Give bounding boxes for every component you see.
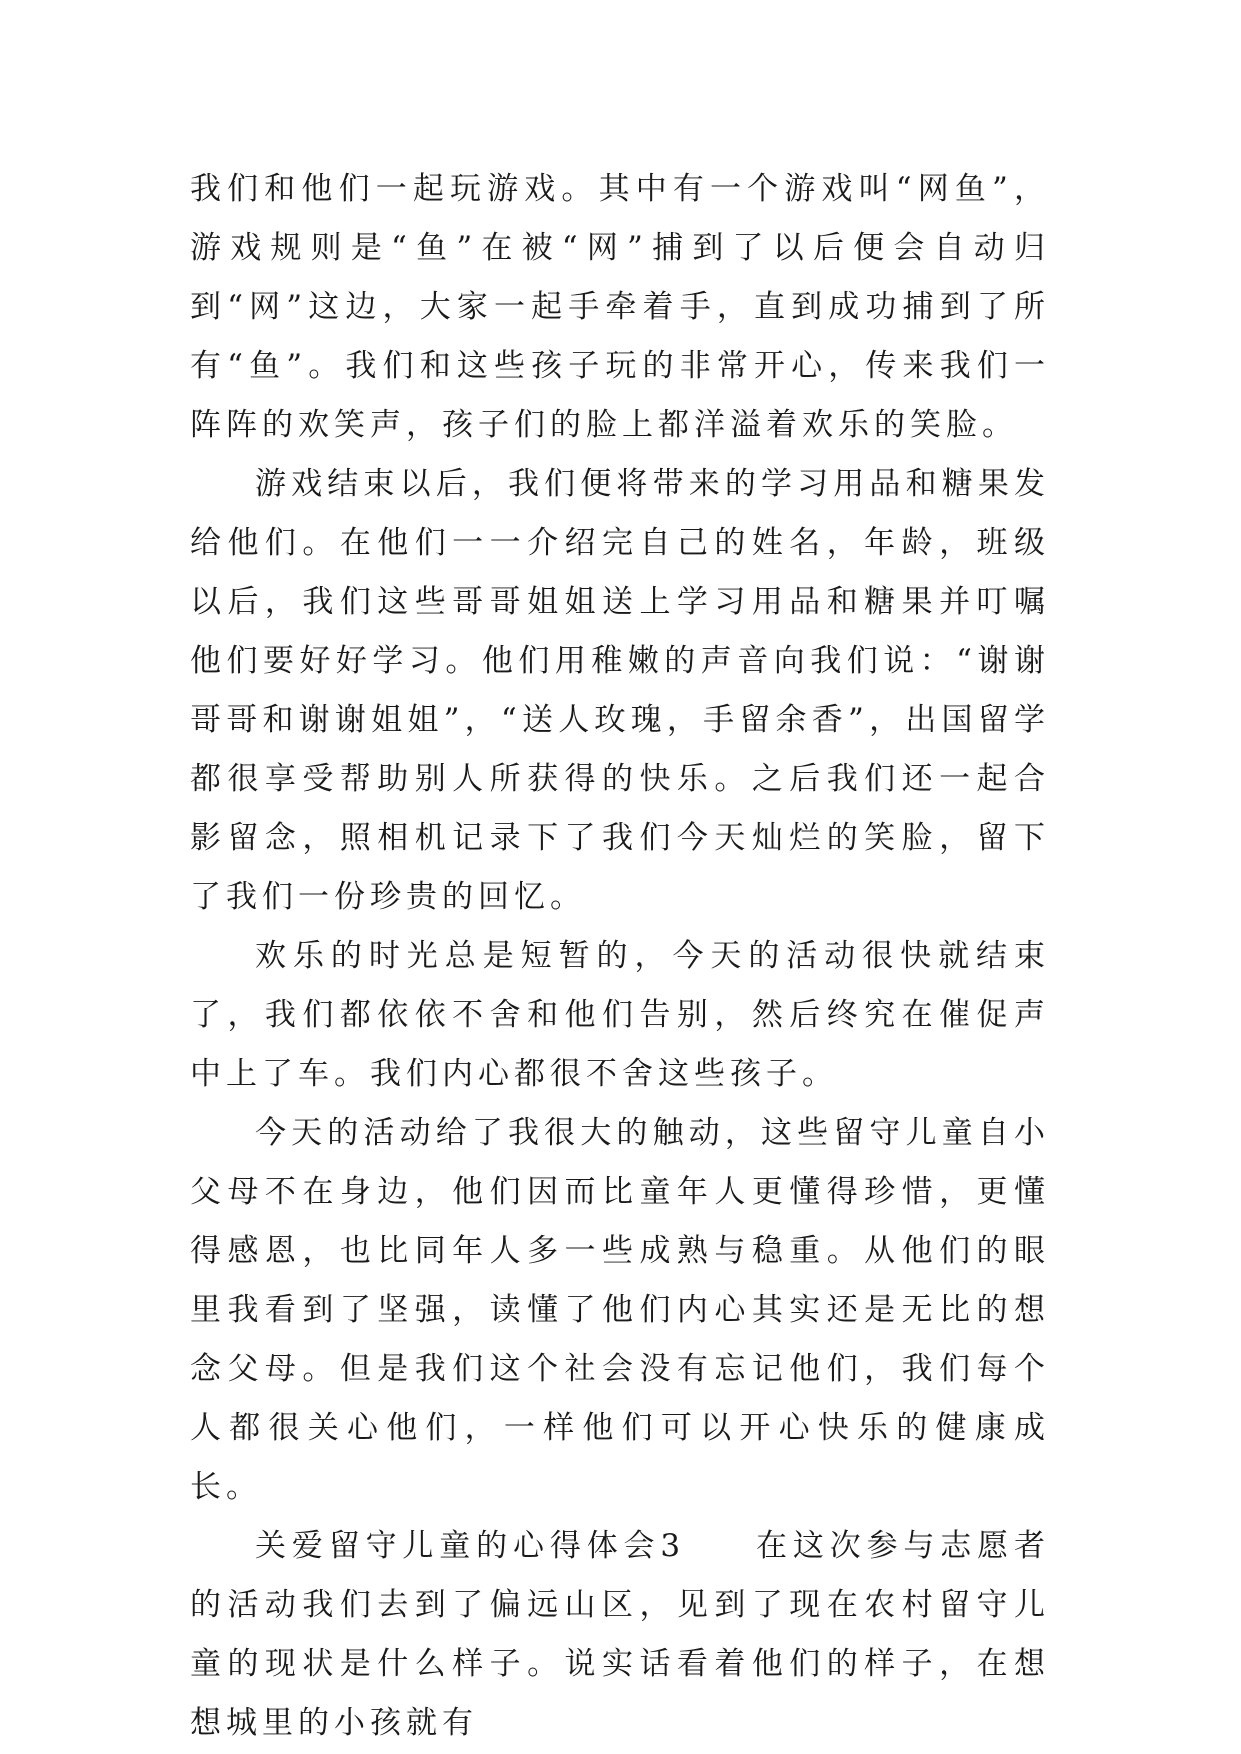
paragraph-farewell: 欢乐的时光总是短暂的，今天的活动很快就结束了，我们都依依不舍和他们告别，然后终究在催促声中上了车。我们内心都很不舍这些孩子。: [190, 938, 1050, 1092]
paragraph-reflection: 今天的活动给了我很大的触动，这些留守儿童自小父母不在身边，他们因而比童年人更懂得珍惜，更懂得感恩，也比同年人多一些成熟与稳重。从他们的眼里我看到了坚强，读懂了他们内心其实还是无比的想念父母。但是我们这个社会没有忘记他们，我们每个人都很关心他们，一样他们可以开心快乐的健康成长。: [190, 1115, 1050, 1505]
paragraph-section-3: [190, 1517, 1050, 1753]
section-heading: 关爱留守儿童的心得体会3: [255, 1528, 686, 1564]
document-body: [190, 160, 1050, 1753]
paragraph-game: 我们和他们一起玩游戏。其中有一个游戏叫“网鱼”，游戏规则是“鱼”在被“网”捕到了以后便会自动归到“网”这边，大家一起手牵着手，直到成功捕到了所有“鱼”。我们和这些孩子玩的非常开心，传来我们一阵阵的欢笑声，孩子们的脸上都洋溢着欢乐的笑脸。: [190, 171, 1050, 443]
paragraph-gifts: 游戏结束以后，我们便将带来的学习用品和糖果发给他们。在他们一一介绍完自己的姓名，年龄，班级以后，我们这些哥哥姐姐送上学习用品和糖果并叮嘱他们要好好学习。他们用稚嫩的声音向我们说：“谢谢哥哥和谢谢姐姐”，“送人玫瑰，手留余香”，出国留学都很享受帮助别人所获得的快乐。之后我们还一起合影留念，照相机记录下了我们今天灿烂的笑脸，留下了我们一份珍贵的回忆。: [190, 466, 1050, 915]
section-3-text: 在这次参与志愿者的活动我们去到了偏远山区，见到了现在农村留守儿童的现状是什么样子。说实话看着他们的样子，在想想城里的小孩就有: [190, 1528, 1050, 1741]
